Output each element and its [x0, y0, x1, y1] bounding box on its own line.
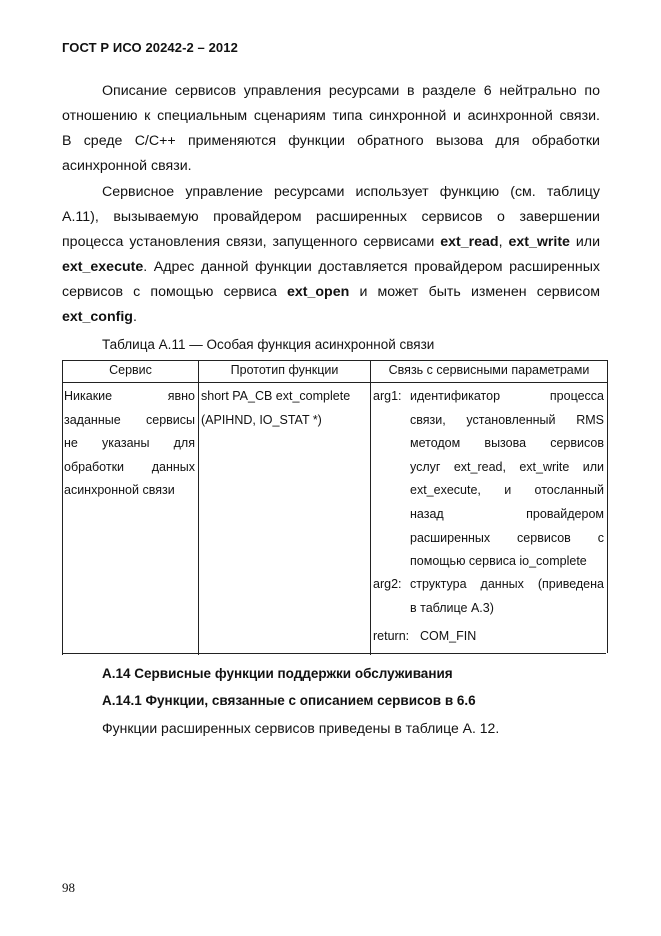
cell-line: структура данных (приведена — [410, 577, 604, 591]
cell-line: ext_execute, и отосланный — [410, 483, 604, 498]
paragraph-line — [62, 230, 600, 255]
cell-line: асинхронной связи — [64, 483, 175, 498]
arg1-label: arg1: — [373, 389, 402, 403]
intro-paragraph — [62, 79, 600, 179]
cell-line: методом вызова сервисов — [410, 436, 604, 451]
table-bottom-border — [63, 653, 606, 654]
paragraph-line: В среде С/С++ применяются функции обратного вызова для обработки — [62, 133, 600, 149]
ext-execute-term: ext_execute — [62, 259, 144, 275]
paragraph-line: А.11), вызываемую провайдером расширенных сервисов о завершении — [62, 209, 600, 225]
column-header-service: Сервис — [109, 363, 152, 377]
paragraph-text: . — [132, 309, 137, 325]
cell-line: short PA_CB ext_complete — [201, 389, 351, 403]
column-header-params: Связь с сервисными параметрами — [388, 363, 590, 377]
cell-line: помощью сервиса io_complete — [410, 554, 587, 569]
ext-read-term: ext_read — [440, 234, 499, 250]
arg2-label: arg2: — [373, 577, 402, 591]
cell-line: в таблице А.3) — [410, 600, 494, 615]
header-divider — [63, 382, 608, 383]
paragraph-text: процесса установления связи, запущенного сервисами — [62, 234, 441, 250]
paragraph-line: отношению к специальным сценариям типа синхронной и асинхронной связи. — [62, 108, 600, 124]
return-label: return: — [373, 629, 410, 643]
cell-line: назад провайдером — [410, 506, 604, 521]
service-cell — [64, 385, 195, 503]
paragraph-line: асинхронной связи. — [62, 158, 192, 174]
paragraph-text: или — [569, 234, 600, 250]
cell-line: (APIHND, IO_STAT *) — [201, 412, 322, 427]
paragraph-line: Описание сервисов управления ресурсами в разделе 6 нейтрально по — [102, 83, 600, 99]
column-divider — [198, 361, 199, 655]
cell-line: расширенных сервисов с — [410, 530, 604, 545]
ext-write-term: ext_write — [508, 234, 570, 250]
document-header: ГОСТ Р ИСО 20242-2 – 2012 — [62, 40, 238, 55]
return-value: COM_FIN — [420, 629, 477, 643]
section-heading: А.14 Сервисные функции поддержки обслуживания — [102, 666, 453, 681]
subsection-heading: А.14.1 Функции, связанные с описанием сервисов в 6.6 — [102, 693, 476, 708]
table-caption: Таблица А.11 — Особая функция асинхронной связи — [102, 337, 435, 352]
page-number: 98 — [62, 880, 75, 895]
prototype-cell — [201, 385, 367, 432]
arg2-description — [410, 573, 604, 620]
paragraph-text: , — [498, 234, 509, 250]
arg1-description — [410, 385, 604, 574]
column-header-prototype: Прототип функции — [230, 363, 339, 377]
ext-open-term: ext_open — [287, 284, 350, 300]
cell-line: заданные сервисы — [64, 412, 195, 427]
section-text: Функции расширенных сервисов приведены в таблице А. 12. — [102, 720, 500, 736]
paragraph-text: . Адрес данной функции доставляется провайдером расширенных — [143, 259, 600, 275]
cell-line: идентификатор процесса — [410, 389, 604, 403]
paragraph-line — [62, 305, 600, 330]
paragraph-text: сервисов с помощью сервиса — [62, 284, 287, 300]
paragraph-line: Сервисное управление ресурсами использует функцию (см. таблицу — [102, 184, 600, 200]
column-divider — [370, 361, 371, 655]
callback-paragraph — [62, 180, 600, 330]
table-right-border — [607, 361, 608, 653]
cell-line: обработки данных — [64, 459, 195, 474]
cell-line: услуг ext_read, ext_write или — [410, 459, 604, 474]
cell-line: связи, установленный RMS — [410, 412, 604, 427]
async-function-table — [62, 360, 608, 655]
paragraph-line — [62, 255, 600, 280]
cell-line: Никакие явно — [64, 389, 195, 403]
ext-config-term: ext_config — [62, 309, 133, 325]
cell-line: не указаны для — [64, 436, 195, 451]
paragraph-line — [62, 280, 600, 305]
paragraph-text: и может быть изменен сервисом — [349, 284, 600, 300]
